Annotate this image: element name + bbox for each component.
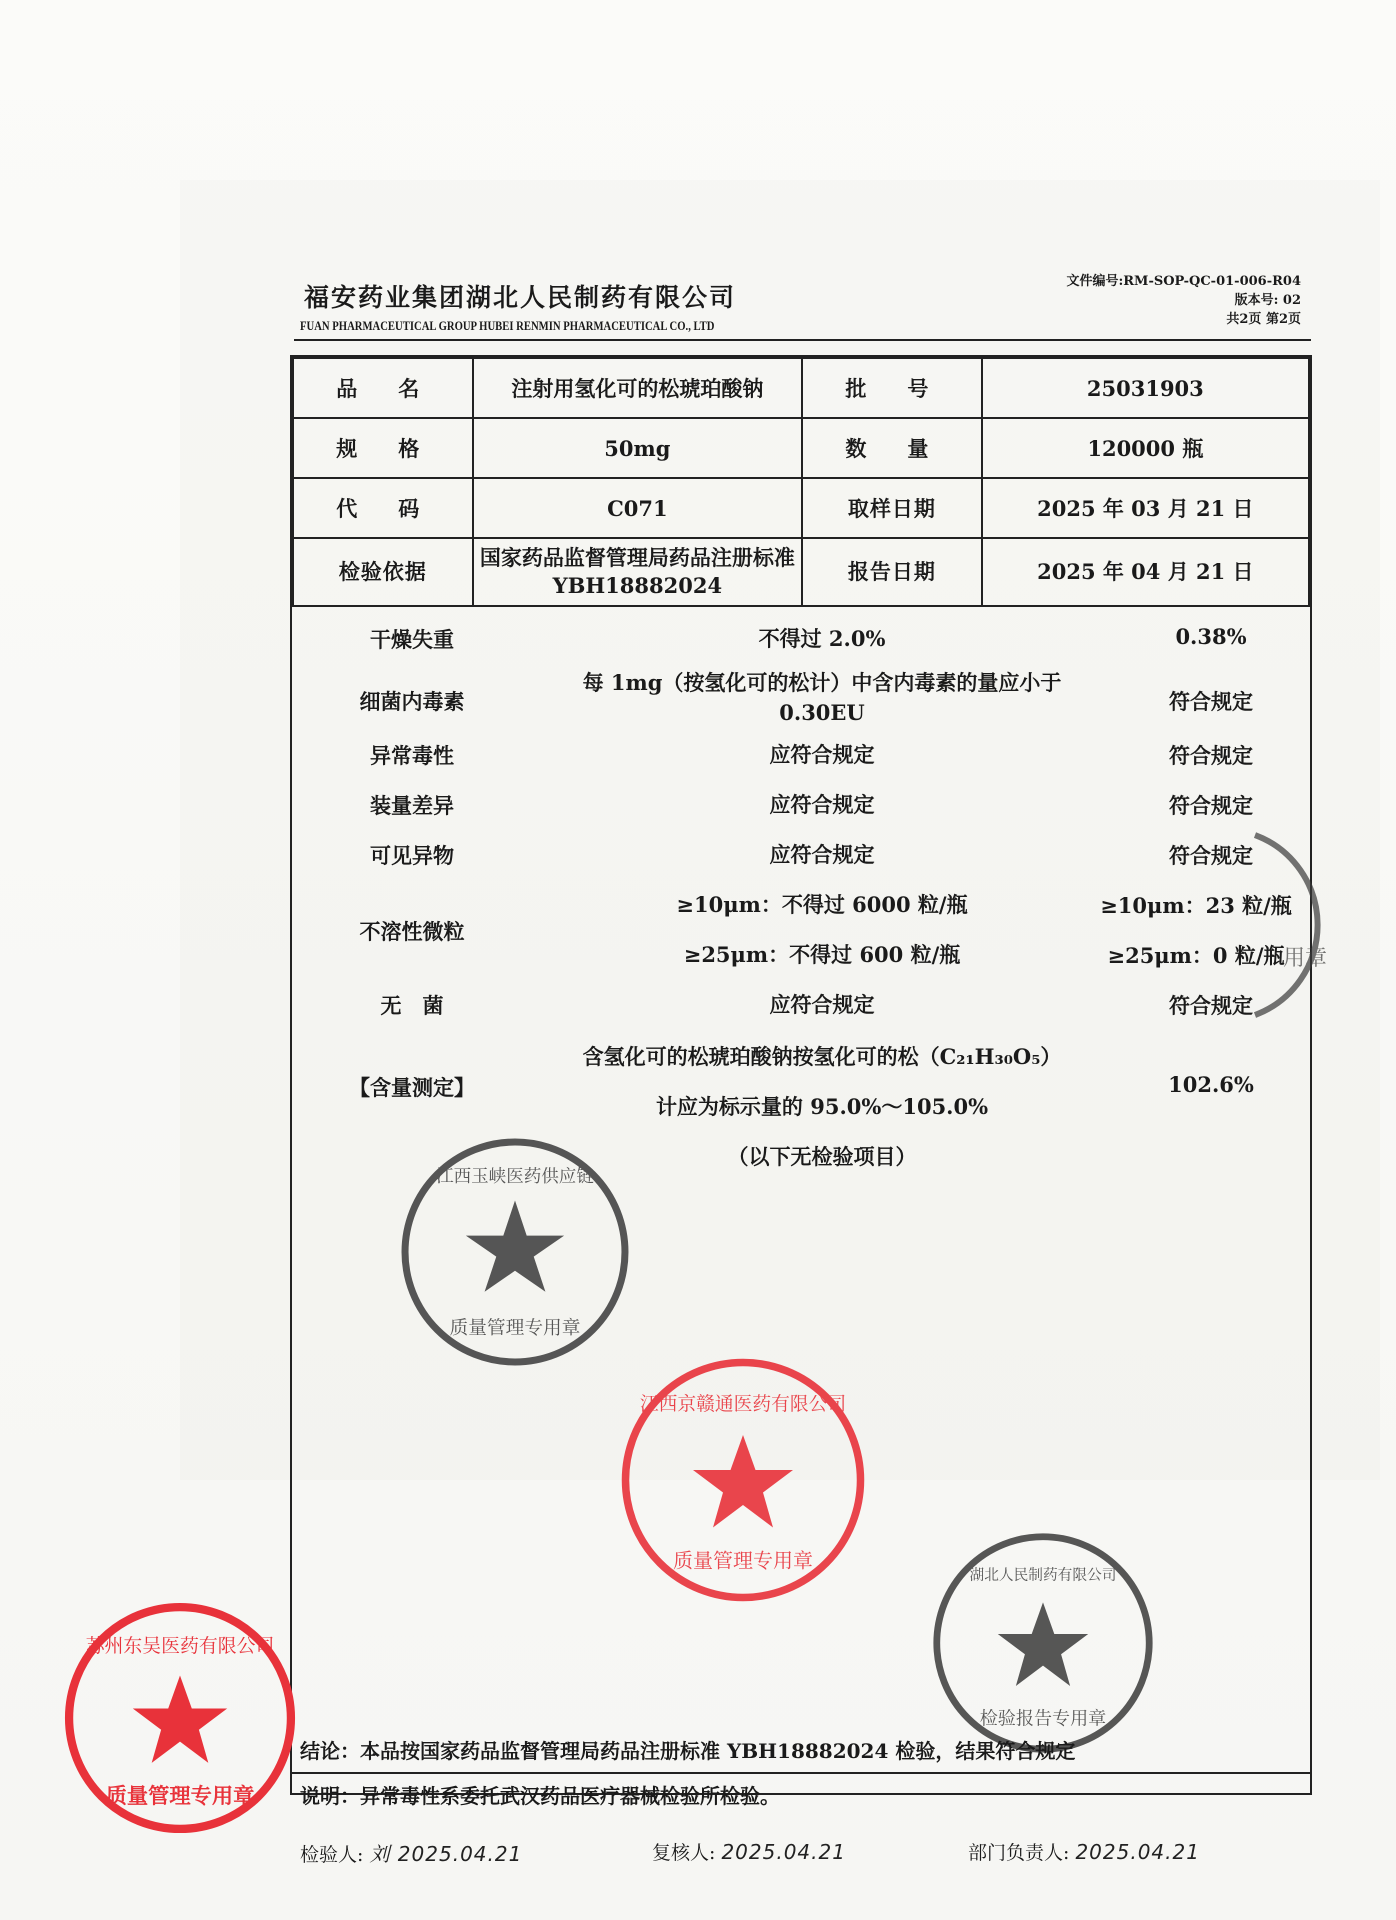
sample-date-value: 2025 年 03 月 21 日 [982, 478, 1309, 538]
report-date-value: 2025 年 04 月 21 日 [982, 538, 1309, 606]
svg-text:江西京赣通医药有限公司: 江西京赣通医药有限公司 [639, 1394, 847, 1415]
test-result: 0.38% [1175, 624, 1247, 649]
company-name-cn: 福安药业集团湖北人民制药有限公司 [304, 283, 737, 312]
svg-text:江西玉峡医药供应链: 江西玉峡医药供应链 [436, 1166, 594, 1187]
spec-value: 50mg [473, 418, 802, 478]
test-name: 装量差异 [370, 793, 454, 818]
test-result: 符合规定 [1169, 793, 1253, 818]
no-more-text: （以下无检验项目） [727, 1144, 917, 1169]
quality-seal-red-1 [618, 1355, 868, 1605]
sample-date-label: 取样日期 [802, 478, 982, 538]
inspection-seal-gray [930, 1530, 1156, 1756]
svg-text:用章: 用章 [1283, 946, 1328, 971]
assay-result: 102.6% [1168, 1072, 1254, 1097]
test-result: 符合规定 [1169, 993, 1253, 1018]
test-standard: 应符合规定 [769, 792, 875, 817]
test-name: 干燥失重 [370, 627, 454, 652]
reviewer-handwriting: 2025.04.21 [721, 1840, 846, 1864]
test-result: 符合规定 [1169, 743, 1253, 768]
test-name: 异常毒性 [370, 743, 454, 768]
test-standard: 应符合规定 [769, 742, 875, 767]
conclusion-divider [292, 1772, 1310, 1774]
svg-text:质量管理专用章: 质量管理专用章 [449, 1317, 581, 1339]
svg-text:检验报告专用章: 检验报告专用章 [979, 1708, 1107, 1730]
svg-text:质量管理专用章: 质量管理专用章 [105, 1783, 255, 1809]
assay-name: 【含量测定】 [349, 1075, 475, 1100]
inspector-handwriting: 刘 2025.04.21 [369, 1842, 523, 1866]
name-label: 品 名 [293, 358, 473, 418]
qty-value: 120000 瓶 [982, 418, 1309, 478]
inspector-signature [300, 1838, 522, 1867]
test-result: 符合规定 [1169, 843, 1253, 868]
page-number: 共2页 第2页 [1226, 312, 1301, 327]
batch-value: 25031903 [982, 358, 1309, 418]
test-name: 无 菌 [380, 993, 444, 1018]
test-standard: 应符合规定 [769, 842, 875, 867]
test-result-b: ≥25μm：0 粒/瓶 [1107, 943, 1285, 968]
table-row [293, 358, 1309, 418]
report-date-label: 报告日期 [802, 538, 982, 606]
test-result-a: ≥10μm：23 粒/瓶 [1100, 893, 1292, 918]
partial-seal-right [1195, 825, 1395, 1025]
test-name: 细菌内毒素 [359, 689, 465, 714]
code-value: C071 [473, 478, 802, 538]
qty-label: 数 量 [802, 418, 982, 478]
table-row [293, 418, 1309, 478]
head-signature [968, 1838, 1200, 1865]
test-standard: 应符合规定 [769, 992, 875, 1017]
basis-label: 检验依据 [293, 538, 473, 606]
assay-standard-line2: 计应为标示量的 95.0%～105.0% [655, 1094, 989, 1119]
test-standard-a: ≥10μm：不得过 6000 粒/瓶 [676, 892, 968, 917]
batch-label: 批 号 [802, 358, 982, 418]
test-standard-b: ≥25μm：不得过 600 粒/瓶 [683, 942, 961, 967]
spec-label: 规 格 [293, 418, 473, 478]
company-name-en: FUAN PHARMACEUTICAL GROUP HUBEI RENMIN PHARMACEUTICAL CO., LTD [300, 318, 715, 333]
svg-text:湖北人民制药有限公司: 湖北人民制药有限公司 [969, 1566, 1117, 1584]
assay-standard-line1: 含氢化可的松琥珀酸钠按氢化可的松（C₂₁H₃₀O₅） [582, 1044, 1062, 1069]
conclusion-text: 结论：本品按国家药品监督管理局药品注册标准 YBH18882024 检验，结果符合规定 [300, 1739, 1076, 1763]
quality-seal-gray-1 [398, 1135, 632, 1369]
product-info-table [292, 357, 1310, 607]
table-row [293, 538, 1309, 606]
table-row [293, 478, 1309, 538]
quality-seal-red-2 [62, 1600, 298, 1836]
test-name: 不溶性微粒 [359, 919, 465, 944]
reviewer-label: 复核人: [652, 1842, 716, 1864]
head-label: 部门负责人: [968, 1842, 1070, 1864]
test-name: 可见异物 [370, 843, 454, 868]
header-divider [294, 339, 1311, 341]
svg-text:苏州东吴医药有限公司: 苏州东吴医药有限公司 [85, 1634, 275, 1657]
remark-text: 说明：异常毒性系委托武汉药品医疗器械检验所检验。 [300, 1784, 780, 1808]
test-standard: 每 1mg（按氢化可的松计）中含内毒素的量应小于 0.30EU [582, 670, 1062, 725]
reviewer-signature [652, 1838, 846, 1865]
basis-value: 国家药品监督管理局药品注册标准 YBH18882024 [473, 538, 802, 606]
code-label: 代 码 [293, 478, 473, 538]
svg-text:质量管理专用章: 质量管理专用章 [673, 1548, 813, 1573]
name-value: 注射用氢化可的松琥珀酸钠 [473, 358, 802, 418]
document-meta [1066, 272, 1301, 329]
version-number: 版本号: 02 [1234, 293, 1301, 308]
test-result: 符合规定 [1169, 689, 1253, 714]
doc-number: 文件编号:RM-SOP-QC-01-006-R04 [1066, 274, 1301, 289]
inspector-label: 检验人: [300, 1844, 364, 1866]
head-handwriting: 2025.04.21 [1075, 1840, 1200, 1864]
test-standard: 不得过 2.0% [758, 626, 886, 651]
